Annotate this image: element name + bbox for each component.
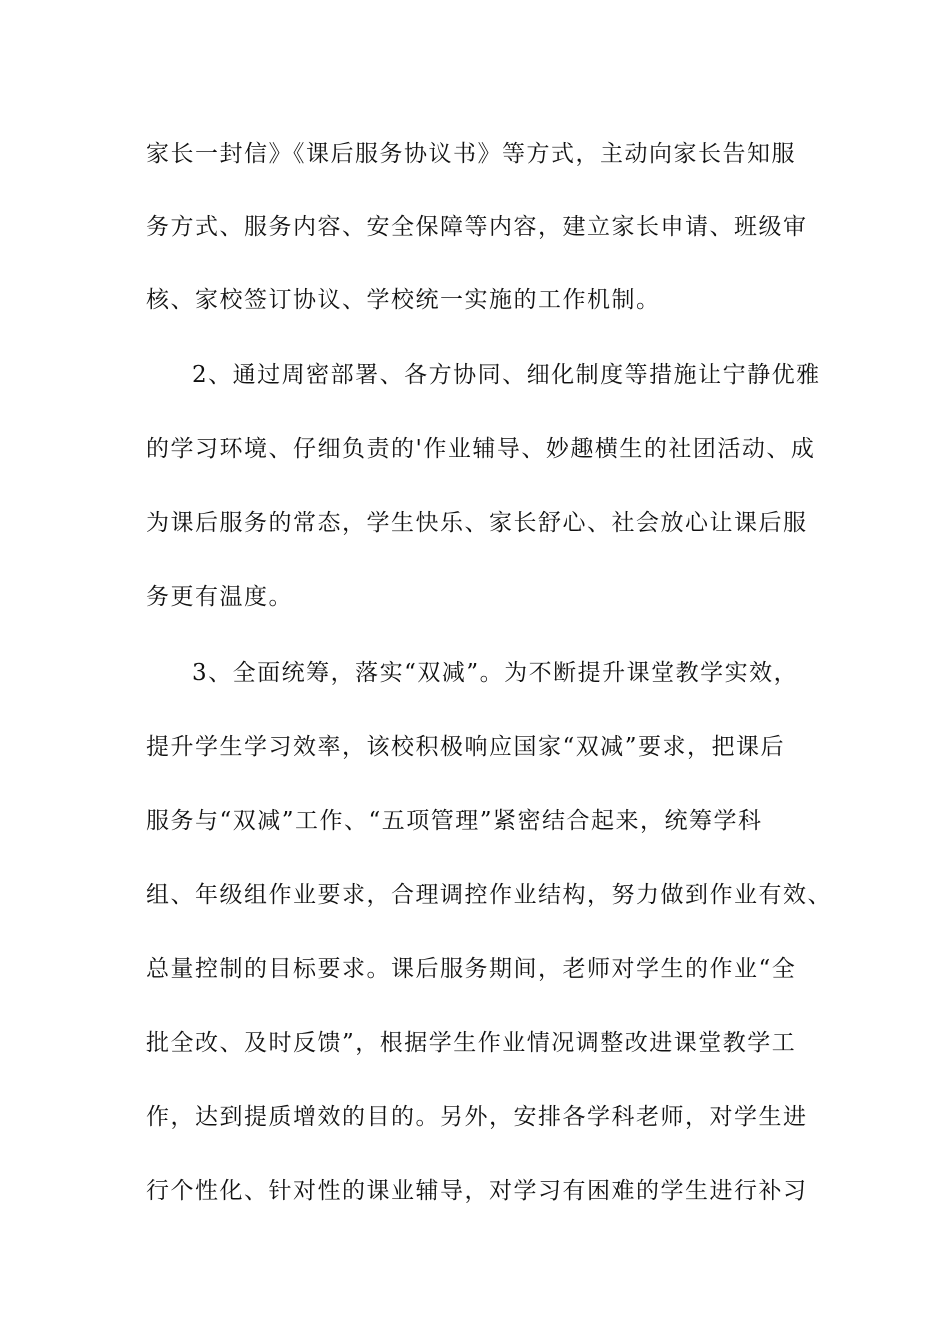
text-line: 务方式、服务内容、安全保障等内容，建立家长申请、班级审 (146, 214, 808, 240)
text-line: 总量控制的目标要求。课后服务期间，老师对学生的作业“全 (146, 956, 797, 982)
text-line: 务更有温度。 (146, 584, 293, 610)
text-line: 提升学生学习效率，该校积极响应国家“双减”要求，把课后 (146, 734, 786, 760)
text-line: 行个性化、针对性的课业辅导，对学习有困难的学生进行补习 (146, 1178, 808, 1204)
paragraph-2-first-line: 2、通过周密部署、各方协同、细化制度等措施让宁静优雅 (192, 362, 821, 388)
text-line: 为课后服务的常态，学生快乐、家长舒心、社会放心让课后服 (146, 510, 808, 536)
text-line: 的学习环境、仔细负责的'作业辅导、妙趣横生的社团活动、成 (146, 436, 816, 462)
paragraph-3-first-line: 3、全面统筹，落实“双减”。为不断提升课堂教学实效， (192, 660, 799, 686)
text-line: 批全改、及时反馈”，根据学生作业情况调整改进课堂教学工 (146, 1030, 797, 1056)
text-line: 服务与“双减”工作、“五项管理”紧密结合起来，统筹学科 (146, 808, 763, 834)
text-line: 组、年级组作业要求，合理调控作业结构，努力做到作业有效、 (146, 882, 832, 908)
text-line: 核、家校签订协议、学校统一实施的工作机制。 (146, 287, 661, 313)
text-line: 作，达到提质增效的目的。另外，安排各学科老师，对学生进 (146, 1104, 808, 1130)
text-line: 家长一封信》《课后服务协议书》等方式，主动向家长告知服 (146, 141, 796, 167)
